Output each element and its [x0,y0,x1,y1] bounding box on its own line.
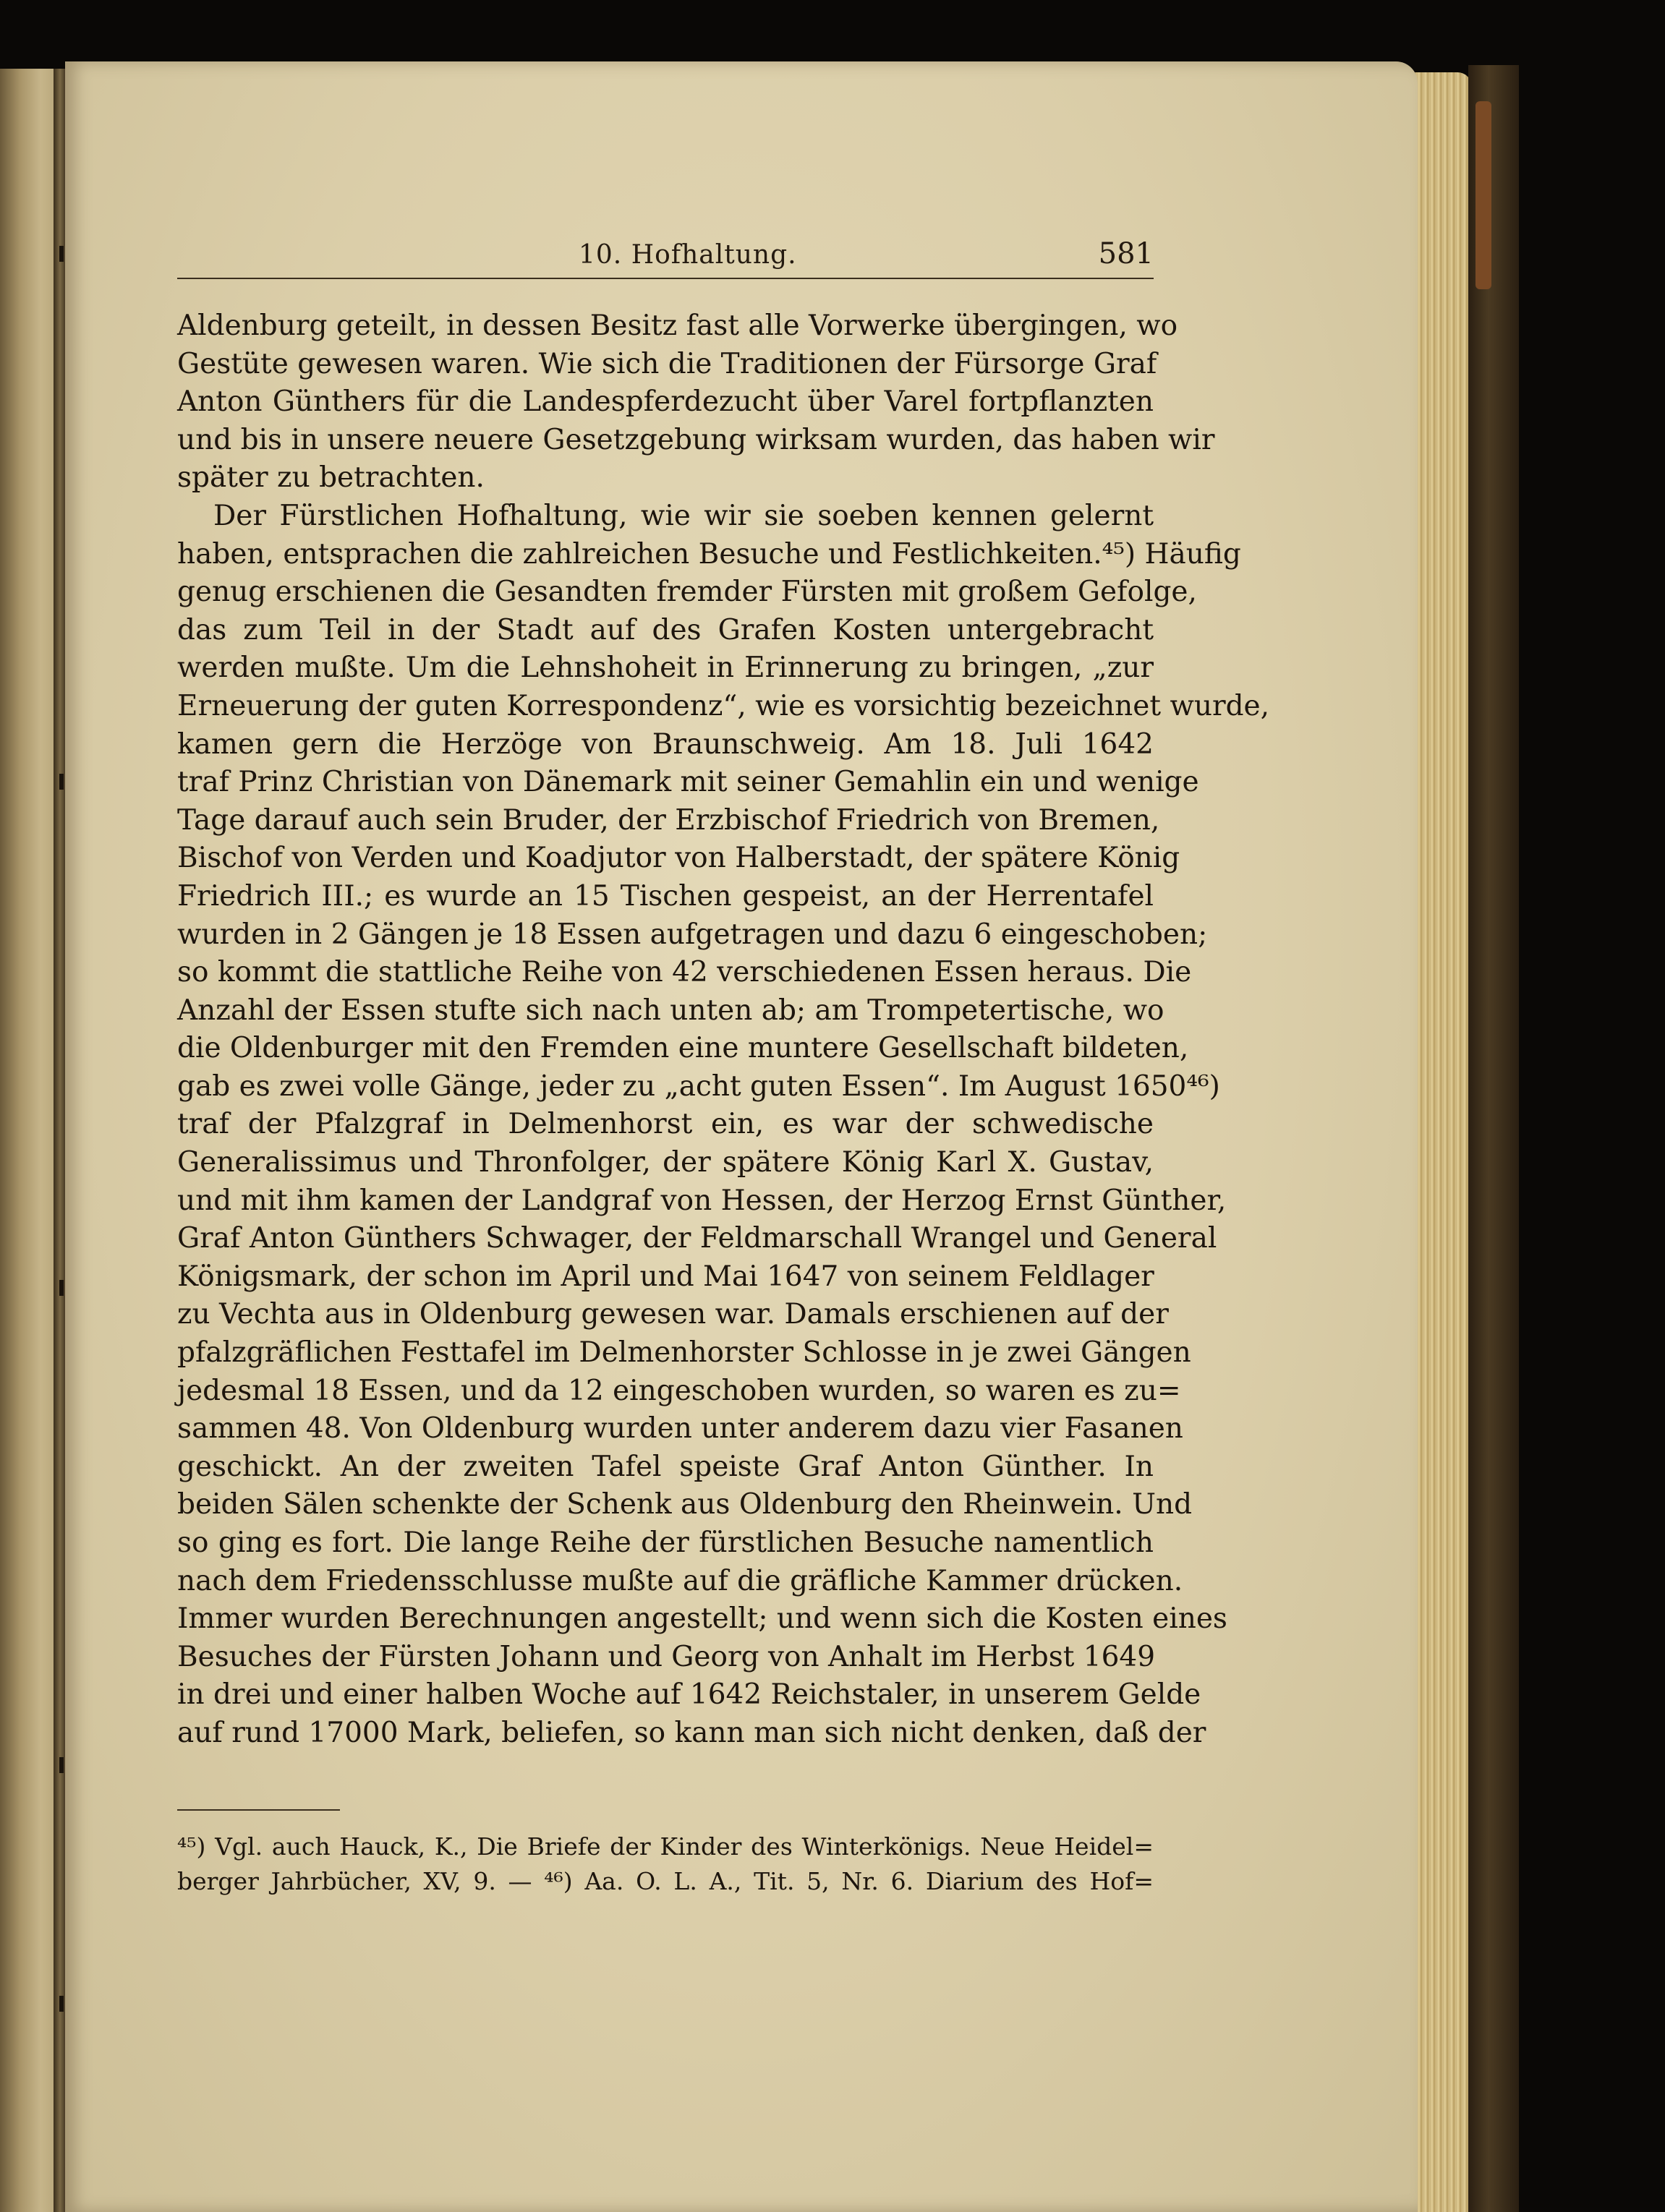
text-line: jedesmal 18 Essen, und da 12 eingeschoben wurden, so waren es zu= [177,1374,1181,1407]
text-line: und mit ihm kamen der Landgraf von Hessen, der Herzog Ernst Günther, [177,1184,1227,1217]
text-line: nach dem Friedensschlusse mußte auf die gräfliche Kammer drücken. [177,1564,1183,1597]
text-line: später zu betrachten. [177,461,485,495]
text-line: sammen 48. Von Oldenburg wurden unter anderem dazu vier Fasanen [177,1412,1183,1446]
body-text [177,307,1270,1753]
binding-stitch [59,1996,64,2012]
binding-stitch [59,246,64,262]
text-line: geschickt. An der zweiten Tafel speiste Graf Anton Günther. In [177,1450,1154,1483]
text-line: Gestüte gewesen waren. Wie sich die Traditionen der Fürsorge Graf [177,347,1157,380]
text-line: traf Prinz Christian von Dänemark mit seiner Gemahlin ein und wenige [177,766,1199,799]
text-line: Königsmark, der schon im April und Mai 1647 von seinem Feldlager [177,1260,1154,1293]
text-line: zu Vechta aus in Oldenburg gewesen war. Damals erschienen auf der [177,1298,1169,1331]
text-line: traf der Pfalzgraf in Delmenhorst ein, es war der schwedische [177,1108,1154,1141]
text-line: die Oldenburger mit den Fremden eine muntere Gesellschaft bildeten, [177,1032,1189,1065]
text-line: beiden Sälen schenkte der Schenk aus Oldenburg den Rheinwein. Und [177,1488,1193,1521]
running-head: 10. Hofhaltung. [579,240,797,270]
text-line: und bis in unsere neuere Gesetzgebung wirksam wurden, das haben wir [177,423,1215,456]
text-line: Anzahl der Essen stufte sich nach unten ab; am Trompetertische, wo [177,994,1164,1027]
text-line: so kommt die stattliche Reihe von 42 verschiedenen Essen heraus. Die [177,956,1192,989]
text-line: Immer wurden Berechnungen angestellt; und wenn sich die Kosten eines [177,1602,1227,1636]
previous-page-edge [0,69,58,2212]
text-line: Aldenburg geteilt, in dessen Besitz fast alle Vorwerke übergingen, wo [177,309,1178,342]
footnote-rule [177,1809,340,1811]
text-line: kamen gern die Herzöge von Braunschweig. Am 18. Juli 1642 [177,727,1154,761]
text-line: Tage darauf auch sein Bruder, der Erzbischof Friedrich von Bremen, [177,803,1160,837]
footnote-line: berger Jahrbücher, XV, 9. — ⁴⁶) Aa. O. L. A., Tit. 5, Nr. 6. Diarium des Hof= [177,1867,1154,1895]
text-line: Friedrich III.; es wurde an 15 Tischen gespeist, an der Herrentafel [177,879,1154,913]
text-line: Erneuerung der guten Korrespondenz“, wie es vorsichtig bezeichnet wurde, [177,689,1270,722]
text-line: in drei und einer halben Woche auf 1642 Reichstaler, in unserem Gelde [177,1678,1201,1712]
text-line: gab es zwei volle Gänge, jeder zu „acht guten Essen“. Im August 1650⁴⁶) [177,1069,1220,1103]
text-line: Anton Günthers für die Landespferdezucht über Varel fortpflanzten [177,385,1154,419]
page-header [177,237,1154,279]
book-cover-edge [1468,65,1519,2212]
binding-stitch [59,774,64,790]
text-line: Besuches der Fürsten Johann und Georg von Anhalt im Herbst 1649 [177,1640,1156,1673]
text-line: pfalzgräflichen Festtafel im Delmenhorster Schlosse in je zwei Gängen [177,1336,1191,1370]
text-line: das zum Teil in der Stadt auf des Grafen Kosten untergebracht [177,613,1154,646]
text-line: wurden in 2 Gängen je 18 Essen aufgetragen und dazu 6 eingeschoben; [177,918,1208,951]
footnotes [177,1829,1154,1899]
binding-stitch [59,1280,64,1296]
cover-leather-wear [1475,101,1491,289]
binding-stitch [59,1757,64,1773]
text-line: haben, entsprachen die zahlreichen Besuche und Festlichkeiten.⁴⁵) Häufig [177,537,1241,571]
text-line: Generalissimus und Thronfolger, der spätere König Karl X. Gustav, [177,1146,1154,1179]
text-line: auf rund 17000 Mark, beliefen, so kann man sich nicht denken, daß der [177,1716,1206,1749]
footnote-line: ⁴⁵) Vgl. auch Hauck, K., Die Briefe der Kinder des Winterkönigs. Neue Heidel= [177,1832,1154,1861]
text-line: so ging es fort. Die lange Reihe der fürstlichen Besuche namentlich [177,1526,1154,1559]
page-number: 581 [1098,237,1154,270]
page-stack-edge [1410,72,1472,2212]
text-line: Bischof von Verden und Koadjutor von Halberstadt, der spätere König [177,842,1180,875]
text-line: Der Fürstlichen Hofhaltung, wie wir sie soeben kennen gelernt [213,499,1154,532]
text-line: werden mußte. Um die Lehnshoheit in Erinnerung zu bringen, „zur [177,652,1154,685]
text-line: Graf Anton Günthers Schwager, der Feldmarschall Wrangel und General [177,1222,1217,1255]
text-line: genug erschienen die Gesandten fremder Fürsten mit großem Gefolge, [177,576,1197,609]
